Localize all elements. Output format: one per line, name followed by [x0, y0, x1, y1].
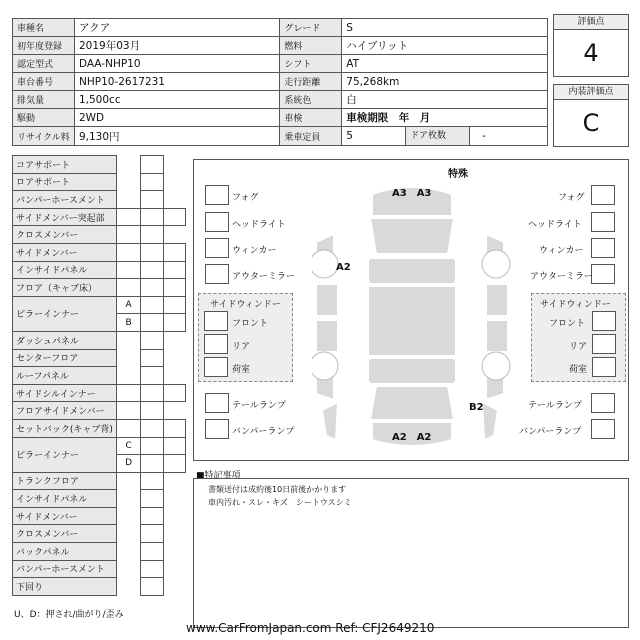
- frame-row: [13, 402, 186, 420]
- frame-row: [13, 173, 186, 191]
- drive-value: 2WD: [74, 109, 279, 127]
- frame-row: [13, 525, 186, 543]
- footer-watermark: www.CarFromJapan.com Ref: CFJ2649210: [186, 621, 435, 635]
- frame-check-cell: [116, 173, 141, 191]
- frame-check-cell[interactable]: [141, 243, 163, 261]
- grade-value: S: [342, 19, 548, 37]
- frame-row: [13, 226, 186, 244]
- frame-check-cell: [116, 525, 141, 543]
- mirror-right-check[interactable]: [591, 264, 615, 284]
- frame-row: [13, 261, 186, 279]
- score-value: 4: [583, 39, 599, 67]
- frame-check-cell[interactable]: [163, 314, 185, 332]
- frame-sub-label: A: [116, 296, 141, 314]
- side-window-left-panel: [198, 293, 293, 382]
- frame-check-cell[interactable]: [163, 437, 185, 455]
- frame-check-cell: [163, 525, 185, 543]
- frame-check-table: [12, 155, 186, 596]
- window-front-left-label: フロント: [232, 319, 269, 329]
- frame-check-cell[interactable]: [163, 419, 185, 437]
- winker-right-check[interactable]: [591, 238, 615, 258]
- frame-item-label: ルーフパネル: [13, 367, 117, 385]
- type-label: 認定型式: [13, 55, 75, 73]
- fog-left-check[interactable]: [205, 185, 229, 205]
- frame-check-cell: [116, 156, 141, 174]
- frame-check-cell[interactable]: [141, 279, 163, 297]
- wheel-rear-left: [312, 352, 338, 380]
- remarks-box: [193, 478, 629, 628]
- color-value: 白: [342, 91, 548, 109]
- frame-check-cell[interactable]: [116, 261, 141, 279]
- frame-item-label: ロアサポート: [13, 173, 117, 191]
- frame-check-cell[interactable]: [116, 279, 141, 297]
- frame-item-label: センターフロア: [13, 349, 117, 367]
- fog-right-label: フォグ: [558, 193, 585, 203]
- fog-left-label: フォグ: [232, 193, 259, 203]
- rear-right-damage-mark: B2: [469, 402, 484, 413]
- frame-row: [13, 543, 186, 561]
- chassis-value: NHP10-2617231: [74, 73, 279, 91]
- frame-check-cell[interactable]: [116, 384, 141, 402]
- shift-value: AT: [342, 55, 548, 73]
- window-front-right-label: フロント: [549, 319, 586, 329]
- displacement-value: 1,500cc: [74, 91, 279, 109]
- frame-check-cell[interactable]: [141, 472, 163, 490]
- color-label: 系統色: [280, 91, 342, 109]
- frame-sub-label: B: [116, 314, 141, 332]
- frame-item-label: サイドメンバー突起部: [13, 208, 117, 226]
- remarks-title: ■特記事項: [196, 471, 241, 481]
- frame-row: [13, 560, 186, 578]
- frame-check-cell: [116, 472, 141, 490]
- drive-label: 駆動: [13, 109, 75, 127]
- frame-check-cell: [116, 226, 141, 244]
- recycle-value: 9,130円: [74, 127, 279, 146]
- window-rear-left-check[interactable]: [204, 334, 228, 354]
- vehicle-info-table: [12, 18, 548, 146]
- type-value: DAA-NHP10: [74, 55, 279, 73]
- window-cargo-right-check[interactable]: [592, 357, 616, 377]
- frame-item-label: サイドシルインナー: [13, 384, 117, 402]
- capacity-label: 乗車定員: [280, 127, 342, 146]
- remarks-line: 書類送付は成約後10日前後かかります: [208, 485, 347, 494]
- window-front-right-check[interactable]: [592, 311, 616, 331]
- first-reg-value: 2019年03月: [74, 37, 279, 55]
- frame-row: [13, 507, 186, 525]
- frame-item-label: バンパーホースメント: [13, 560, 117, 578]
- frame-check-cell[interactable]: [141, 419, 163, 437]
- frame-check-cell[interactable]: [141, 560, 163, 578]
- frame-item-label: バックパネル: [13, 543, 117, 561]
- winker-left-check[interactable]: [205, 238, 229, 258]
- winker-right-label: ウィンカー: [539, 246, 584, 256]
- capacity-doors-cell: [342, 127, 548, 146]
- frame-row: [13, 578, 186, 596]
- frame-row: [13, 191, 186, 209]
- tail-lamp-left-check[interactable]: [205, 393, 229, 413]
- frame-check-cell[interactable]: [141, 543, 163, 561]
- side-window-left-title: サイドウィンドー: [210, 300, 281, 310]
- frame-check-cell: [116, 191, 141, 209]
- frame-item-label: サイドメンバー: [13, 507, 117, 525]
- frame-item-label: ピラーインナー: [13, 437, 117, 472]
- frame-check-cell: [116, 349, 141, 367]
- frame-check-cell[interactable]: [141, 455, 163, 473]
- tail-lamp-right-check[interactable]: [591, 393, 615, 413]
- wheel-rear-right: [482, 352, 510, 380]
- window-cargo-right-label: 荷室: [569, 365, 588, 375]
- mirror-right-label: アウターミラー: [530, 272, 593, 282]
- interior-score-box: [553, 84, 629, 147]
- frame-row: [13, 331, 186, 349]
- frame-check-cell: [163, 331, 185, 349]
- model-label: 車種名: [13, 19, 75, 37]
- frame-check-cell: [163, 402, 185, 420]
- grade-label: グレード: [280, 19, 342, 37]
- winker-left-label: ウィンカー: [232, 246, 277, 256]
- frame-check-cell[interactable]: [141, 208, 163, 226]
- rear-damage-mark: A2 A2: [392, 432, 432, 443]
- frame-check-cell: [163, 156, 185, 174]
- frame-check-cell[interactable]: [141, 261, 163, 279]
- frame-check-cell: [163, 349, 185, 367]
- tail-lamp-left-label: テールランプ: [232, 401, 286, 411]
- remarks-line: 車内汚れ・スレ・キズ シートウスシミ: [208, 498, 352, 507]
- frame-check-cell[interactable]: [163, 384, 185, 402]
- frame-check-cell: [163, 543, 185, 561]
- frame-item-label: インサイドパネル: [13, 261, 117, 279]
- frame-check-cell[interactable]: [141, 296, 163, 314]
- window-cargo-left-check[interactable]: [204, 357, 228, 377]
- frame-check-cell[interactable]: [141, 191, 163, 209]
- frame-check-cell: [116, 402, 141, 420]
- mirror-left-label: アウターミラー: [232, 272, 295, 282]
- frame-check-cell[interactable]: [141, 525, 163, 543]
- frame-item-label: インサイドパネル: [13, 490, 117, 508]
- bumper-lamp-right-label: バンパーランプ: [519, 427, 582, 437]
- frame-check-cell: [163, 578, 185, 596]
- frame-item-label: クロスメンバー: [13, 226, 117, 244]
- frame-check-cell: [163, 490, 185, 508]
- side-window-right-title: サイドウィンドー: [540, 300, 611, 310]
- score-box: [553, 14, 629, 77]
- bumper-lamp-left-label: バンパーランプ: [232, 427, 295, 437]
- frame-item-label: セットバック(キャブ背): [13, 419, 117, 437]
- displacement-label: 排気量: [13, 91, 75, 109]
- footnote: U、D：押され/曲がり/歪み: [14, 610, 124, 620]
- headlight-left-label: ヘッドライト: [232, 220, 286, 230]
- frame-check-cell[interactable]: [141, 402, 163, 420]
- first-reg-label: 初年度登録: [13, 37, 75, 55]
- interior-score-value: C: [582, 109, 600, 137]
- frame-row: [13, 419, 186, 437]
- wheel-front-left: [312, 250, 338, 278]
- window-cargo-left-label: 荷室: [232, 365, 251, 375]
- chassis-label: 車台番号: [13, 73, 75, 91]
- frame-item-label: ピラーインナー: [13, 296, 117, 331]
- frame-check-cell: [116, 560, 141, 578]
- frame-check-cell: [116, 543, 141, 561]
- frame-check-cell: [163, 507, 185, 525]
- diagram-title: 特殊: [448, 169, 468, 180]
- frame-item-label: フロアサイドメンバー: [13, 402, 117, 420]
- fog-right-check[interactable]: [591, 185, 615, 205]
- frame-check-cell[interactable]: [141, 490, 163, 508]
- interior-score-label: 内装評価点: [554, 85, 628, 100]
- frame-check-cell: [116, 507, 141, 525]
- frame-check-cell[interactable]: [141, 437, 163, 455]
- window-rear-right-check[interactable]: [592, 334, 616, 354]
- capacity-value: 5: [342, 127, 406, 145]
- frame-item-label: フロア（キャブ床）: [13, 279, 117, 297]
- bumper-lamp-right-check[interactable]: [591, 419, 615, 439]
- frame-check-cell[interactable]: [116, 243, 141, 261]
- wheel-front-right: [482, 250, 510, 278]
- shift-label: シフト: [280, 55, 342, 73]
- mileage-value: 75,268km: [342, 73, 548, 91]
- frame-check-cell[interactable]: [116, 419, 141, 437]
- frame-check-cell[interactable]: [141, 331, 163, 349]
- frame-check-cell: [116, 331, 141, 349]
- frame-check-cell[interactable]: [116, 208, 141, 226]
- headlight-left-check[interactable]: [205, 212, 229, 232]
- frame-check-cell: [116, 578, 141, 596]
- window-front-left-check[interactable]: [204, 311, 228, 331]
- frame-item-label: ダッシュパネル: [13, 331, 117, 349]
- frame-row: [13, 243, 186, 261]
- window-rear-right-label: リア: [569, 342, 588, 352]
- frame-check-cell: [163, 560, 185, 578]
- frame-row: [13, 472, 186, 490]
- frame-check-cell[interactable]: [141, 384, 163, 402]
- left-door-damage-mark: A2: [336, 262, 351, 273]
- frame-check-cell[interactable]: [163, 243, 185, 261]
- frame-check-cell[interactable]: [141, 507, 163, 525]
- frame-row: [13, 367, 186, 385]
- mileage-label: 走行距離: [280, 73, 342, 91]
- frame-check-cell[interactable]: [141, 367, 163, 385]
- mirror-left-check[interactable]: [205, 264, 229, 284]
- frame-row: [13, 279, 186, 297]
- car-outline: [312, 174, 514, 459]
- frame-row: [13, 349, 186, 367]
- frame-check-cell: [116, 490, 141, 508]
- side-window-right-panel: [531, 293, 626, 382]
- recycle-label: リサイクル料: [13, 127, 75, 146]
- frame-row: [13, 208, 186, 226]
- frame-check-cell: [163, 173, 185, 191]
- score-label: 評価点: [554, 15, 628, 30]
- frame-check-cell: [163, 367, 185, 385]
- frame-row: [13, 490, 186, 508]
- frame-check-cell[interactable]: [163, 208, 185, 226]
- front-damage-mark: A3 A3: [392, 188, 432, 199]
- frame-check-cell: [163, 226, 185, 244]
- frame-check-cell: [116, 367, 141, 385]
- frame-check-cell: [163, 472, 185, 490]
- frame-row: [13, 156, 186, 174]
- frame-check-cell[interactable]: [141, 349, 163, 367]
- frame-check-cell[interactable]: [163, 261, 185, 279]
- fuel-value: ハイブリット: [342, 37, 548, 55]
- frame-check-cell[interactable]: [141, 156, 163, 174]
- fuel-label: 燃料: [280, 37, 342, 55]
- frame-check-cell[interactable]: [163, 279, 185, 297]
- frame-check-cell[interactable]: [141, 578, 163, 596]
- tail-lamp-right-label: テールランプ: [528, 401, 582, 411]
- frame-row: [13, 384, 186, 402]
- frame-item-label: クロスメンバー: [13, 525, 117, 543]
- inspection-label: 車検: [280, 109, 342, 127]
- frame-sub-label: C: [116, 437, 141, 455]
- frame-check-cell[interactable]: [163, 296, 185, 314]
- frame-check-cell[interactable]: [141, 173, 163, 191]
- car-diagram: [193, 159, 629, 461]
- doors-value: -: [482, 130, 487, 142]
- frame-sub-label: D: [116, 455, 141, 473]
- frame-item-label: 下回り: [13, 578, 117, 596]
- frame-check-cell[interactable]: [163, 455, 185, 473]
- headlight-right-check[interactable]: [591, 212, 615, 232]
- doors-label: ドア枚数: [406, 127, 470, 145]
- bumper-lamp-left-check[interactable]: [205, 419, 229, 439]
- window-rear-left-label: リア: [232, 342, 251, 352]
- frame-item-label: トランクフロア: [13, 472, 117, 490]
- headlight-right-label: ヘッドライト: [528, 220, 582, 230]
- frame-check-cell[interactable]: [141, 226, 163, 244]
- frame-item-label: バンパーホースメント: [13, 191, 117, 209]
- frame-check-cell[interactable]: [141, 314, 163, 332]
- frame-item-label: コアサポート: [13, 156, 117, 174]
- frame-check-cell: [163, 191, 185, 209]
- frame-item-label: サイドメンバー: [13, 243, 117, 261]
- model-value: アクア: [74, 19, 279, 37]
- inspection-value: 車検期限 年 月: [342, 109, 548, 127]
